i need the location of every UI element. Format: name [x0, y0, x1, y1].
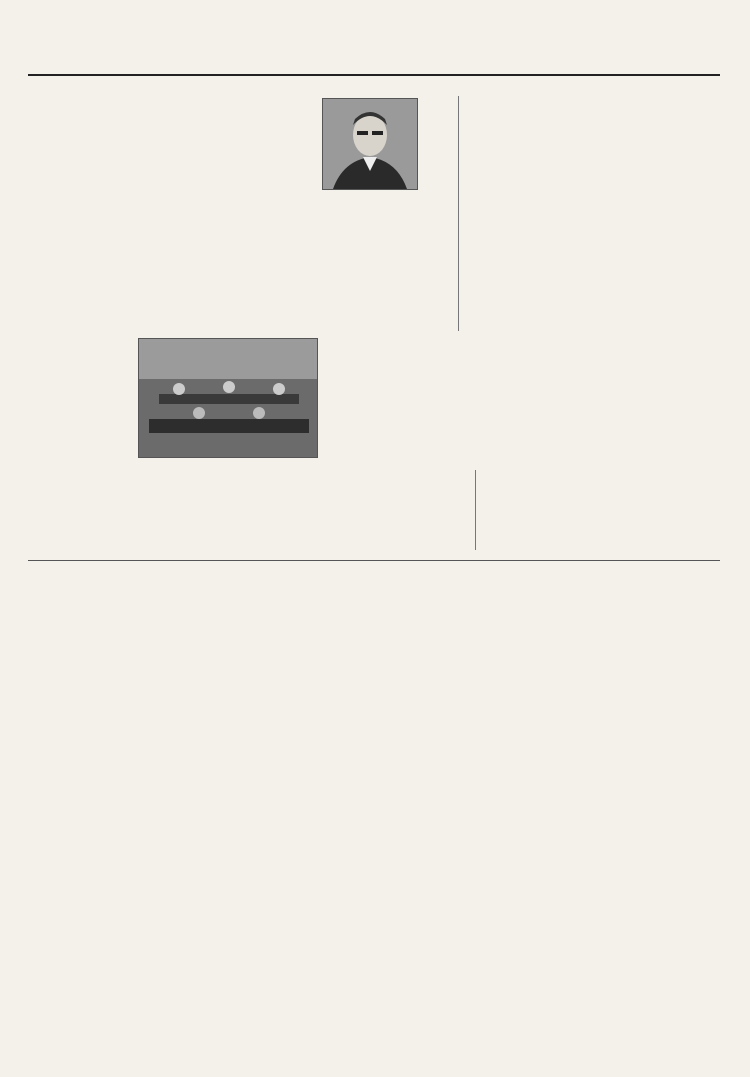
header-rule	[28, 74, 720, 76]
greeting-column-b	[466, 93, 536, 338]
greeting-divider	[458, 96, 459, 331]
chairman-portrait	[322, 98, 418, 190]
council-items-left	[60, 340, 132, 558]
section-rule	[28, 560, 720, 561]
greeting-closing	[460, 345, 536, 555]
chairman-name	[356, 232, 380, 332]
greeting-column-c	[538, 93, 712, 553]
council-photo	[138, 338, 318, 458]
portrait-image	[323, 99, 417, 189]
chairman-byline	[380, 192, 420, 332]
council-divider	[475, 470, 476, 550]
page-header	[0, 44, 750, 74]
greeting-column-a2	[52, 100, 282, 330]
council-session-image	[139, 339, 317, 457]
council-items-right	[530, 570, 714, 1040]
city-plan-body-a	[60, 570, 240, 1040]
council-lead	[206, 460, 324, 560]
